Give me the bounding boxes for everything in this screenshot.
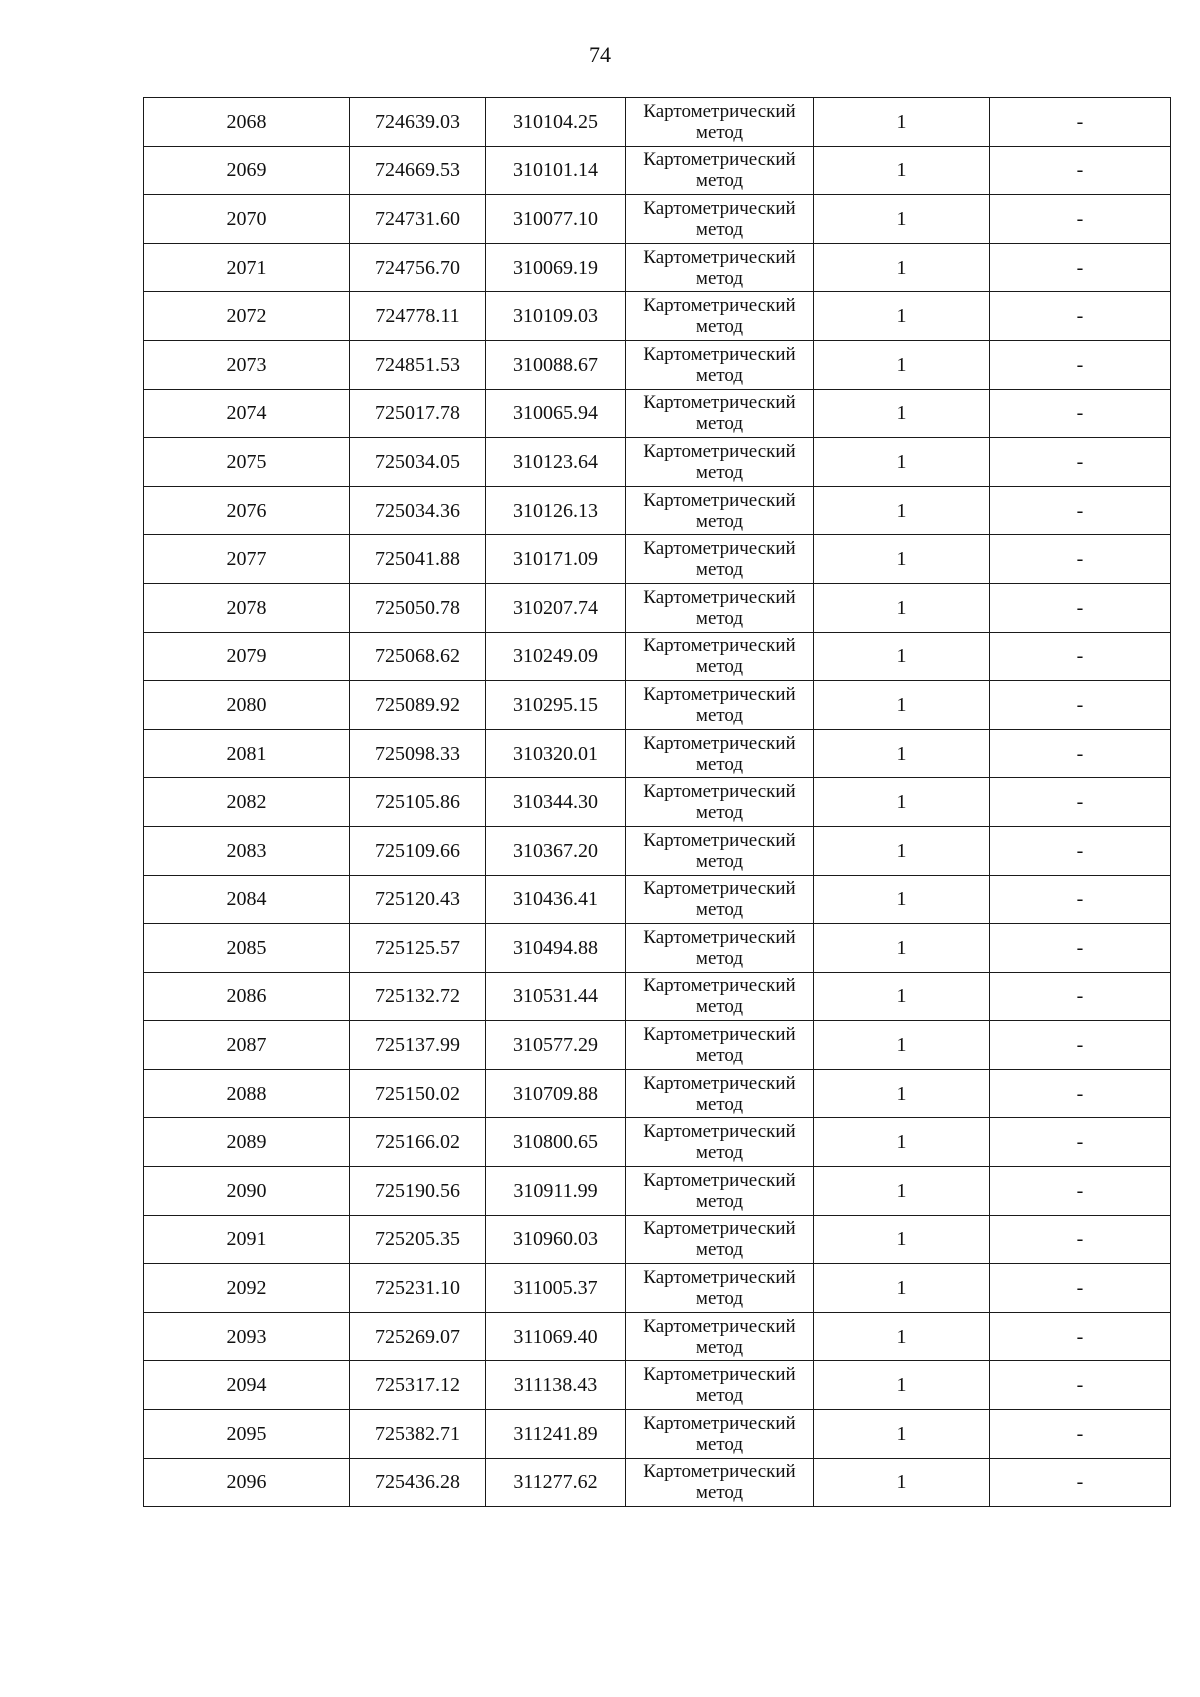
method-text-line: Картометрический [643,635,796,657]
note-cell: - [990,826,1171,875]
y-coordinate-cell: 310126.13 [486,486,626,535]
method-text-line: Картометрический [643,440,796,462]
note-cell: - [990,1264,1171,1313]
x-coordinate-cell: 725098.33 [350,729,486,778]
method-text-line: метод [695,1045,744,1067]
table-row [144,924,1171,973]
x-coordinate-cell: 725166.02 [350,1118,486,1167]
method-cell [626,972,814,1021]
note-cell: - [990,340,1171,389]
note-cell: - [990,535,1171,584]
table-row [144,292,1171,341]
point-number-cell: 2073 [144,340,350,389]
table-row [144,1167,1171,1216]
note-cell: - [990,1215,1171,1264]
x-coordinate-cell: 725132.72 [350,972,486,1021]
table-row [144,243,1171,292]
note-cell: - [990,243,1171,292]
accuracy-cell: 1 [814,875,990,924]
accuracy-cell: 1 [814,1069,990,1118]
method-text-line: Картометрический [643,489,796,511]
accuracy-cell: 1 [814,632,990,681]
method-text-line: Картометрический [643,1024,796,1046]
table-row [144,340,1171,389]
table-row [144,1264,1171,1313]
method-text-line: Картометрический [643,1267,796,1289]
method-text-line: метод [695,413,744,435]
accuracy-cell: 1 [814,1118,990,1167]
x-coordinate-cell: 724639.03 [350,98,486,147]
accuracy-cell: 1 [814,1167,990,1216]
point-number-cell: 2086 [144,972,350,1021]
accuracy-cell: 1 [814,972,990,1021]
method-text-line: метод [695,753,744,775]
y-coordinate-cell: 310709.88 [486,1069,626,1118]
method-text-line: Картометрический [643,732,796,754]
point-number-cell: 2070 [144,195,350,244]
method-text-line: метод [695,1288,744,1310]
y-coordinate-cell: 310436.41 [486,875,626,924]
accuracy-cell: 1 [814,778,990,827]
accuracy-cell: 1 [814,1264,990,1313]
y-coordinate-cell: 310494.88 [486,924,626,973]
y-coordinate-cell: 310101.14 [486,146,626,195]
method-text-line: метод [695,170,744,192]
x-coordinate-cell: 725105.86 [350,778,486,827]
note-cell: - [990,583,1171,632]
y-coordinate-cell: 311069.40 [486,1312,626,1361]
y-coordinate-cell: 310249.09 [486,632,626,681]
table-row [144,195,1171,244]
method-cell [626,583,814,632]
table-row [144,486,1171,535]
note-cell: - [990,438,1171,487]
table-row [144,632,1171,681]
table-row [144,146,1171,195]
method-text-line: метод [695,802,744,824]
note-cell: - [990,1118,1171,1167]
y-coordinate-cell: 310295.15 [486,681,626,730]
method-text-line: метод [695,1142,744,1164]
point-number-cell: 2072 [144,292,350,341]
point-number-cell: 2082 [144,778,350,827]
method-cell [626,632,814,681]
method-text-line: Картометрический [643,586,796,608]
method-text-line: метод [695,218,744,240]
y-coordinate-cell: 310207.74 [486,583,626,632]
method-text-line: Картометрический [643,1315,796,1337]
x-coordinate-cell: 725317.12 [350,1361,486,1410]
note-cell: - [990,681,1171,730]
table-row [144,826,1171,875]
y-coordinate-cell: 310069.19 [486,243,626,292]
method-cell [626,1312,814,1361]
table-row [144,1410,1171,1459]
y-coordinate-cell: 310911.99 [486,1167,626,1216]
x-coordinate-cell: 725125.57 [350,924,486,973]
y-coordinate-cell: 310109.03 [486,292,626,341]
note-cell: - [990,1167,1171,1216]
note-cell: - [990,632,1171,681]
point-number-cell: 2068 [144,98,350,147]
x-coordinate-cell: 724851.53 [350,340,486,389]
method-text-line: метод [695,510,744,532]
table-row [144,98,1171,147]
accuracy-cell: 1 [814,340,990,389]
method-text-line: Картометрический [643,1461,796,1483]
table-row [144,1312,1171,1361]
method-text-line: метод [695,704,744,726]
method-text-line: метод [695,1482,744,1504]
table-row [144,583,1171,632]
accuracy-cell: 1 [814,98,990,147]
method-text-line: Картометрический [643,1169,796,1191]
y-coordinate-cell: 310123.64 [486,438,626,487]
point-number-cell: 2074 [144,389,350,438]
y-coordinate-cell: 311005.37 [486,1264,626,1313]
note-cell: - [990,924,1171,973]
point-number-cell: 2088 [144,1069,350,1118]
method-cell [626,146,814,195]
y-coordinate-cell: 310088.67 [486,340,626,389]
method-text-line: Картометрический [643,392,796,414]
x-coordinate-cell: 725034.36 [350,486,486,535]
accuracy-cell: 1 [814,1361,990,1410]
accuracy-cell: 1 [814,826,990,875]
x-coordinate-cell: 725269.07 [350,1312,486,1361]
coordinates-table [143,97,1171,1507]
method-cell [626,924,814,973]
y-coordinate-cell: 310065.94 [486,389,626,438]
x-coordinate-cell: 725034.05 [350,438,486,487]
method-cell [626,729,814,778]
method-text-line: Картометрический [643,246,796,268]
accuracy-cell: 1 [814,681,990,730]
accuracy-cell: 1 [814,924,990,973]
method-text-line: Картометрический [643,683,796,705]
note-cell: - [990,389,1171,438]
table-row [144,1118,1171,1167]
table-row [144,438,1171,487]
table-row [144,875,1171,924]
point-number-cell: 2077 [144,535,350,584]
method-text-line: Картометрический [643,1072,796,1094]
method-text-line: Картометрический [643,1121,796,1143]
x-coordinate-cell: 724731.60 [350,195,486,244]
method-text-line: Картометрический [643,1364,796,1386]
y-coordinate-cell: 310960.03 [486,1215,626,1264]
point-number-cell: 2078 [144,583,350,632]
point-number-cell: 2092 [144,1264,350,1313]
note-cell: - [990,1069,1171,1118]
accuracy-cell: 1 [814,1021,990,1070]
x-coordinate-cell: 724778.11 [350,292,486,341]
note-cell: - [990,98,1171,147]
x-coordinate-cell: 725137.99 [350,1021,486,1070]
point-number-cell: 2090 [144,1167,350,1216]
note-cell: - [990,1361,1171,1410]
method-text-line: Картометрический [643,1218,796,1240]
method-cell [626,195,814,244]
y-coordinate-cell: 310367.20 [486,826,626,875]
method-cell [626,486,814,535]
method-cell [626,292,814,341]
accuracy-cell: 1 [814,389,990,438]
method-cell [626,826,814,875]
method-cell [626,535,814,584]
table-row [144,778,1171,827]
accuracy-cell: 1 [814,729,990,778]
x-coordinate-cell: 725231.10 [350,1264,486,1313]
point-number-cell: 2071 [144,243,350,292]
y-coordinate-cell: 310104.25 [486,98,626,147]
method-text-line: метод [695,1093,744,1115]
y-coordinate-cell: 311138.43 [486,1361,626,1410]
method-text-line: Картометрический [643,1412,796,1434]
accuracy-cell: 1 [814,292,990,341]
accuracy-cell: 1 [814,486,990,535]
method-text-line: метод [695,1385,744,1407]
accuracy-cell: 1 [814,535,990,584]
point-number-cell: 2087 [144,1021,350,1070]
y-coordinate-cell: 311241.89 [486,1410,626,1459]
point-number-cell: 2095 [144,1410,350,1459]
method-text-line: Картометрический [643,975,796,997]
x-coordinate-cell: 725382.71 [350,1410,486,1459]
accuracy-cell: 1 [814,583,990,632]
method-text-line: метод [695,1239,744,1261]
accuracy-cell: 1 [814,1215,990,1264]
x-coordinate-cell: 725089.92 [350,681,486,730]
accuracy-cell: 1 [814,243,990,292]
y-coordinate-cell: 310531.44 [486,972,626,1021]
method-cell [626,1458,814,1507]
x-coordinate-cell: 725041.88 [350,535,486,584]
method-text-line: метод [695,996,744,1018]
note-cell: - [990,486,1171,535]
y-coordinate-cell: 310800.65 [486,1118,626,1167]
accuracy-cell: 1 [814,438,990,487]
x-coordinate-cell: 725205.35 [350,1215,486,1264]
x-coordinate-cell: 724669.53 [350,146,486,195]
x-coordinate-cell: 725120.43 [350,875,486,924]
note-cell: - [990,1021,1171,1070]
method-cell [626,98,814,147]
method-text-line: метод [695,1336,744,1358]
accuracy-cell: 1 [814,1458,990,1507]
point-number-cell: 2081 [144,729,350,778]
point-number-cell: 2091 [144,1215,350,1264]
table-row [144,535,1171,584]
method-cell [626,1021,814,1070]
method-text-line: метод [695,364,744,386]
method-text-line: метод [695,850,744,872]
accuracy-cell: 1 [814,146,990,195]
point-number-cell: 2096 [144,1458,350,1507]
table-row [144,1021,1171,1070]
method-text-line: Картометрический [643,295,796,317]
method-text-line: Картометрический [643,538,796,560]
accuracy-cell: 1 [814,1312,990,1361]
method-cell [626,1167,814,1216]
method-text-line: Картометрический [643,100,796,122]
note-cell: - [990,1312,1171,1361]
method-cell [626,1410,814,1459]
x-coordinate-cell: 725436.28 [350,1458,486,1507]
method-text-line: метод [695,1190,744,1212]
y-coordinate-cell: 310320.01 [486,729,626,778]
point-number-cell: 2083 [144,826,350,875]
y-coordinate-cell: 310577.29 [486,1021,626,1070]
note-cell: - [990,1458,1171,1507]
method-text-line: метод [695,899,744,921]
note-cell: - [990,972,1171,1021]
point-number-cell: 2089 [144,1118,350,1167]
table-body [144,98,1171,1507]
method-text-line: Картометрический [643,829,796,851]
point-number-cell: 2079 [144,632,350,681]
method-text-line: Картометрический [643,197,796,219]
x-coordinate-cell: 725109.66 [350,826,486,875]
table-row [144,972,1171,1021]
method-cell [626,875,814,924]
note-cell: - [990,875,1171,924]
note-cell: - [990,195,1171,244]
method-cell [626,681,814,730]
point-number-cell: 2084 [144,875,350,924]
x-coordinate-cell: 725017.78 [350,389,486,438]
y-coordinate-cell: 310077.10 [486,195,626,244]
method-text-line: метод [695,121,744,143]
accuracy-cell: 1 [814,1410,990,1459]
note-cell: - [990,778,1171,827]
point-number-cell: 2085 [144,924,350,973]
page-number: 74 [589,42,611,67]
y-coordinate-cell: 310344.30 [486,778,626,827]
table-row [144,729,1171,778]
method-cell [626,1118,814,1167]
method-cell [626,1215,814,1264]
note-cell: - [990,292,1171,341]
method-cell [626,243,814,292]
method-text-line: метод [695,559,744,581]
y-coordinate-cell: 311277.62 [486,1458,626,1507]
point-number-cell: 2080 [144,681,350,730]
table-row [144,1215,1171,1264]
method-text-line: метод [695,947,744,969]
y-coordinate-cell: 310171.09 [486,535,626,584]
x-coordinate-cell: 725068.62 [350,632,486,681]
point-number-cell: 2075 [144,438,350,487]
method-text-line: Картометрический [643,878,796,900]
x-coordinate-cell: 725190.56 [350,1167,486,1216]
method-cell [626,1069,814,1118]
x-coordinate-cell: 724756.70 [350,243,486,292]
note-cell: - [990,146,1171,195]
point-number-cell: 2093 [144,1312,350,1361]
note-cell: - [990,729,1171,778]
method-cell [626,1361,814,1410]
table-row [144,1069,1171,1118]
table-row [144,1458,1171,1507]
method-cell [626,438,814,487]
accuracy-cell: 1 [814,195,990,244]
method-text-line: метод [695,607,744,629]
x-coordinate-cell: 725050.78 [350,583,486,632]
point-number-cell: 2094 [144,1361,350,1410]
table-row [144,389,1171,438]
method-text-line: метод [695,656,744,678]
point-number-cell: 2076 [144,486,350,535]
method-cell [626,340,814,389]
point-number-cell: 2069 [144,146,350,195]
method-text-line: Картометрический [643,343,796,365]
method-cell [626,389,814,438]
method-text-line: метод [695,316,744,338]
table-row [144,681,1171,730]
method-text-line: Картометрический [643,926,796,948]
method-cell [626,1264,814,1313]
note-cell: - [990,1410,1171,1459]
method-text-line: метод [695,1433,744,1455]
method-cell [626,778,814,827]
x-coordinate-cell: 725150.02 [350,1069,486,1118]
table-row [144,1361,1171,1410]
method-text-line: метод [695,267,744,289]
method-text-line: Картометрический [643,781,796,803]
method-text-line: Картометрический [643,149,796,171]
method-text-line: метод [695,461,744,483]
